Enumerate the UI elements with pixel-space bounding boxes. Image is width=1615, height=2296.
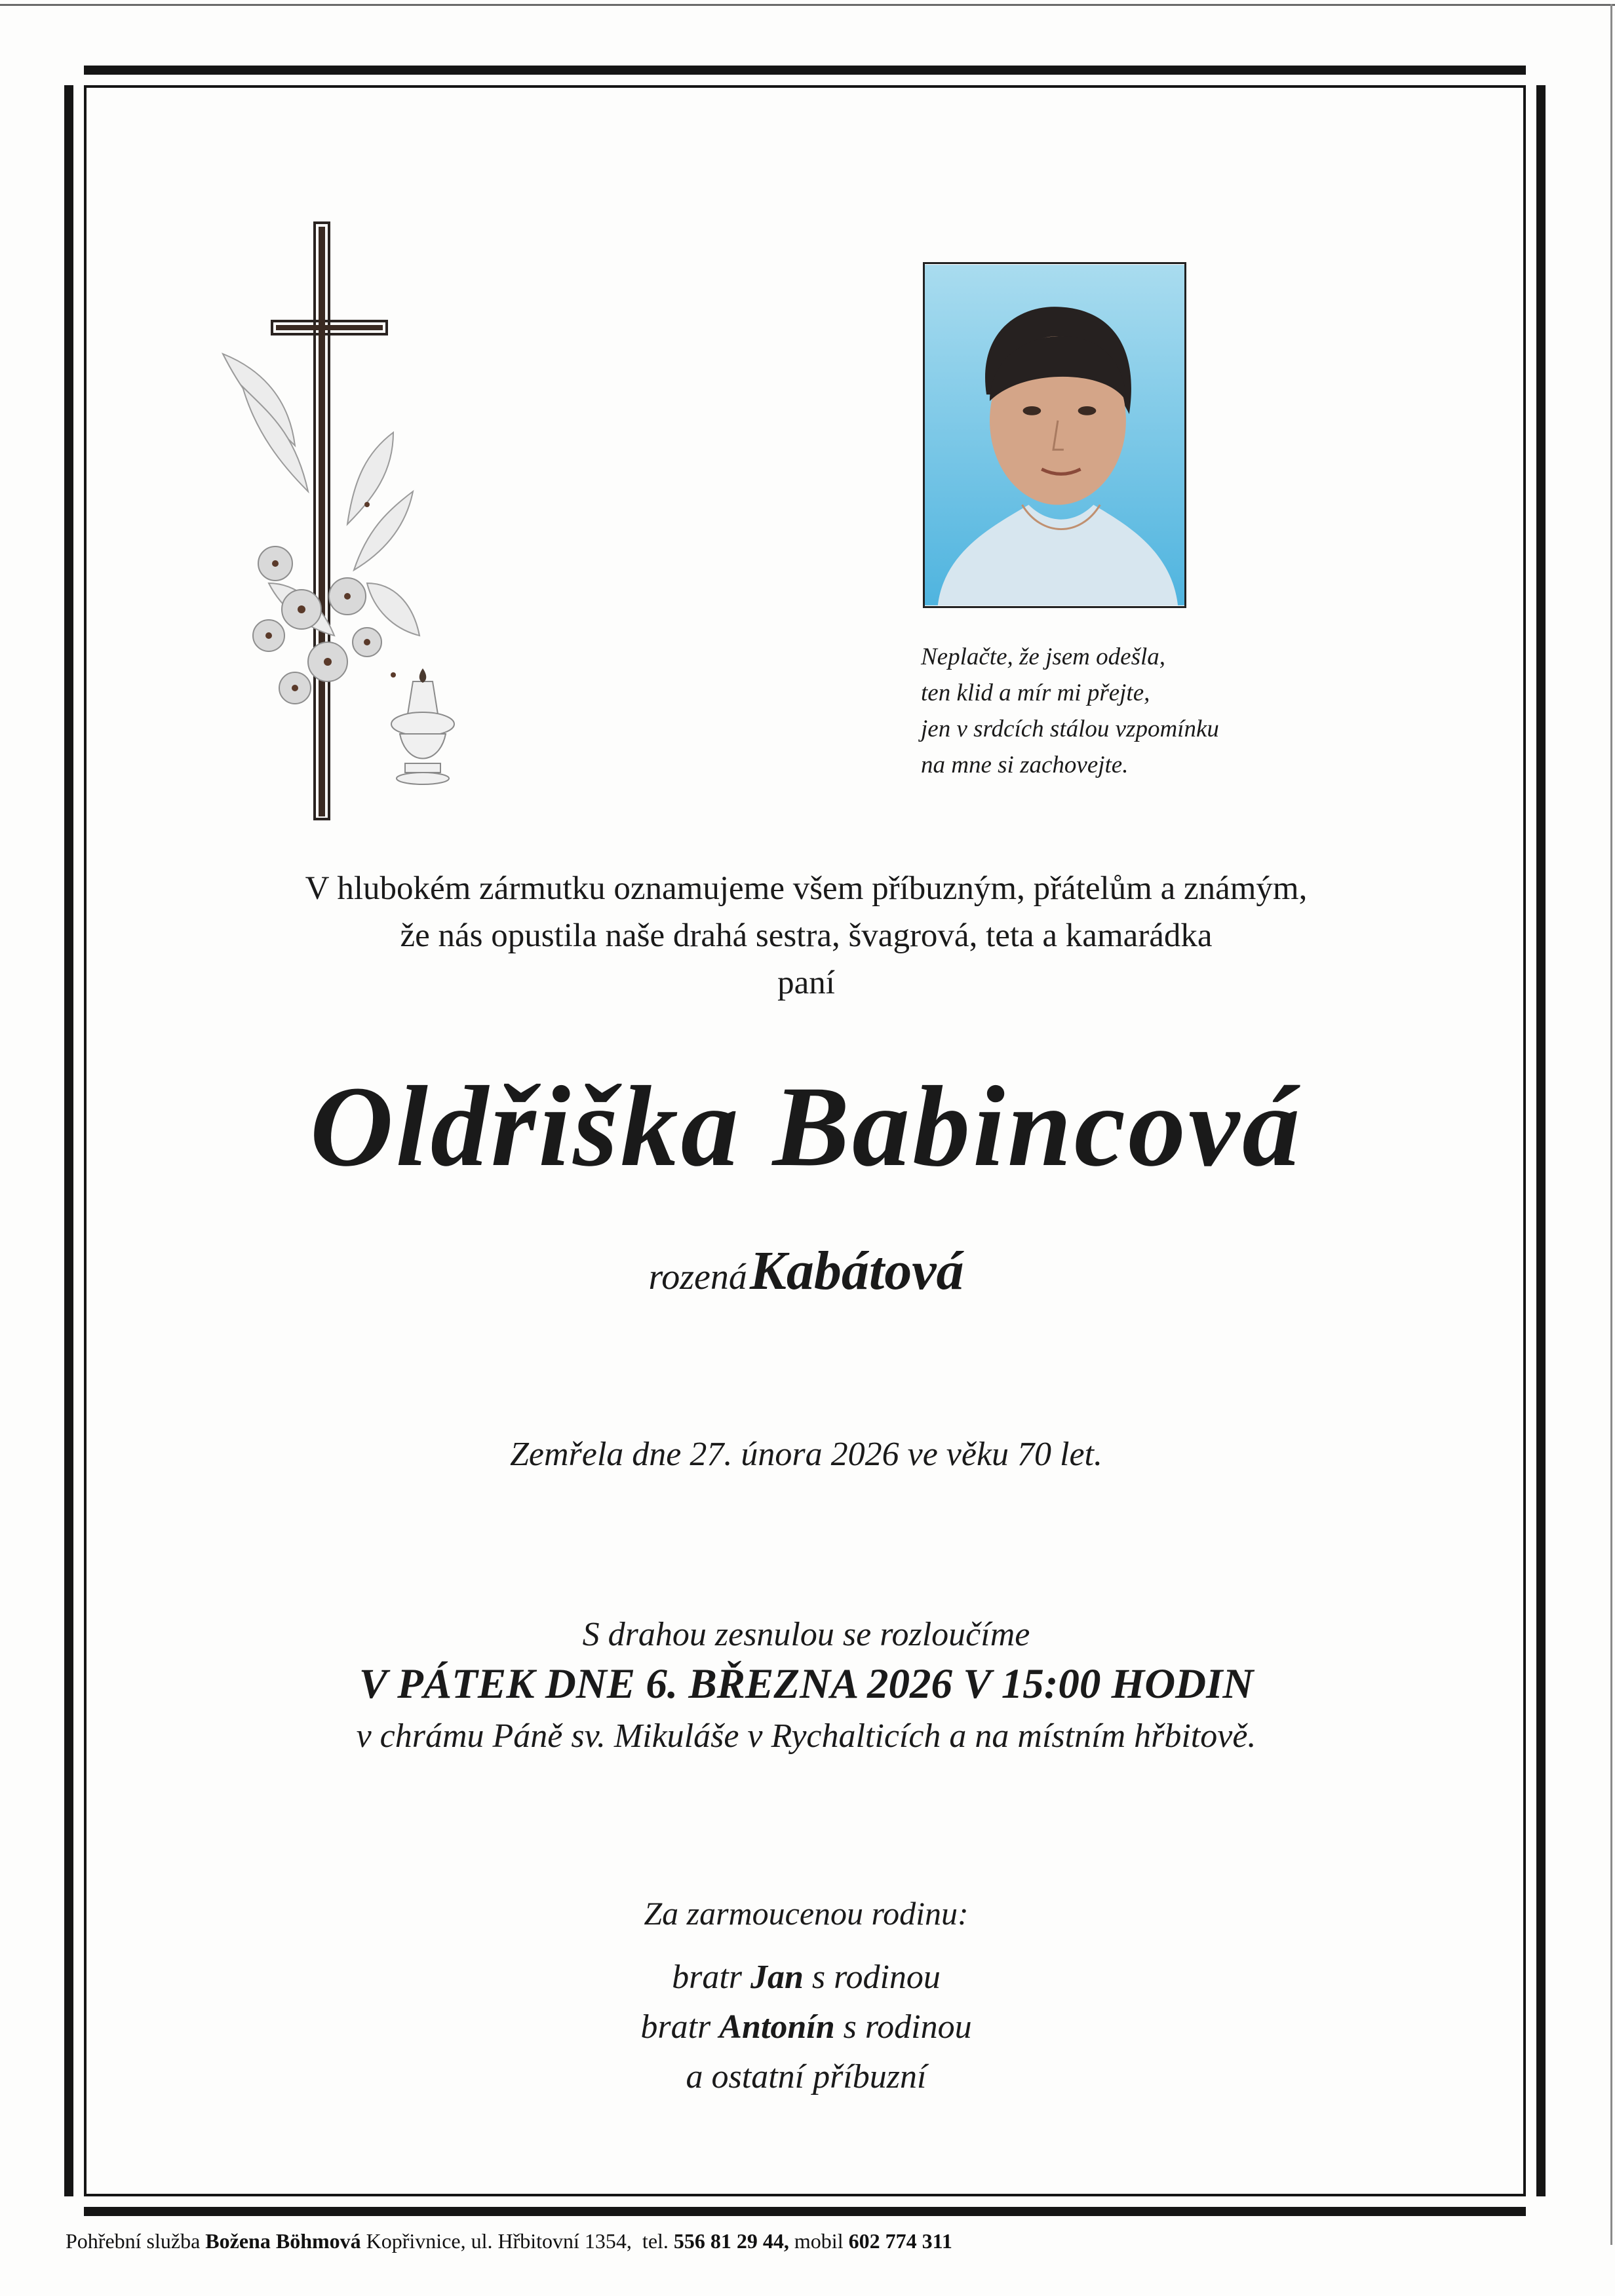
frame-corner — [64, 2196, 84, 2216]
funeral-datetime: V PÁTEK DNE 6. BŘEZNA 2026 V 15:00 HODIN — [359, 1660, 1254, 1708]
phone-number: 556 81 29 44, — [673, 2229, 789, 2253]
service-owner: Božena Böhmová — [205, 2229, 361, 2253]
poem-line: na mne si zachovejte. — [921, 752, 1129, 778]
relation-label: bratr — [672, 1959, 742, 1996]
announcement-line: V hlubokém zármutku oznamujeme všem příbuzným, přátelům a známým, — [305, 870, 1308, 907]
service-address: Kopřivnice, ul. Hřbitovní 1354, — [366, 2229, 632, 2253]
family-list — [85, 1953, 1527, 2102]
death-date-text: Zemřela dne 27. února 2026 ve věku 70 let. — [509, 1436, 1102, 1473]
cross-with-lilies-icon — [197, 216, 511, 832]
relation-suffix: s rodinou — [811, 1959, 941, 1996]
mobile-number: 602 774 311 — [848, 2229, 952, 2253]
portrait-image — [925, 264, 1184, 606]
relation-suffix: s rodinou — [843, 2008, 972, 2046]
right-edge-line — [1610, 4, 1612, 2245]
frame-corner — [64, 66, 84, 85]
family-member — [85, 1953, 1527, 2002]
poem-line: jen v srdcích stálou vzpomínku — [921, 716, 1219, 742]
member-name: Antonín — [719, 2008, 835, 2046]
funeral-place: v chrámu Páně sv. Mikuláše v Rychalticích a na místním hřbitově. — [356, 1717, 1256, 1755]
poem-line: ten klid a mír mi přejte, — [921, 679, 1150, 706]
family-member — [85, 2002, 1527, 2052]
member-name: Jan — [750, 1959, 804, 1996]
funeral-service-footer — [66, 2228, 952, 2254]
service-label: Pohřební služba — [66, 2229, 201, 2253]
announcement-line: že nás opustila naše drahá sestra, švagrová, teta a kamarádka — [400, 917, 1213, 954]
maiden-name-line — [85, 1242, 1527, 1316]
top-edge-line — [0, 4, 1615, 6]
deceased-photo — [923, 262, 1186, 608]
relation-label: bratr — [640, 2008, 711, 2046]
announcement-text — [85, 865, 1527, 1006]
deceased-name: Oldřiška Babincová — [309, 1063, 1303, 1191]
frame-corner — [1526, 2196, 1546, 2216]
maiden-name: Kabátová — [749, 1240, 964, 1301]
poem — [921, 639, 1380, 783]
family-others: a ostatní příbuzní — [686, 2058, 927, 2095]
announcement-line: paní — [777, 965, 835, 1001]
funeral-intro: S drahou zesnulou se rozloučíme — [582, 1616, 1030, 1653]
poem-line: Neplačte, že jsem odešla, — [921, 643, 1165, 670]
maiden-label: rozená — [648, 1257, 747, 1297]
frame-corner — [1526, 66, 1546, 85]
phone-label: tel. — [642, 2229, 669, 2253]
family-heading: Za zarmoucenou rodinu: — [644, 1895, 969, 1932]
mobile-label: mobil — [794, 2229, 844, 2253]
